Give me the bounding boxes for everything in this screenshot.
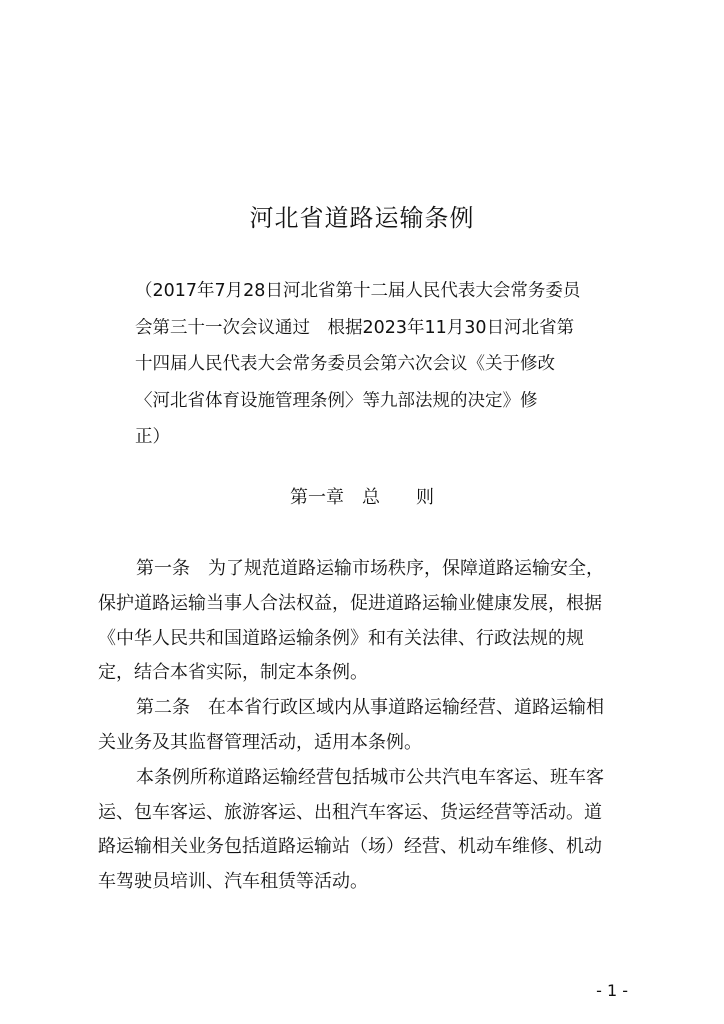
body-line: 第二条 在本省行政区域内从事道路运输经营、道路运输相	[136, 697, 604, 719]
body-line: 路运输相关业务包括道路运输站（场）经营、机动车维修、机动	[98, 836, 602, 858]
body-text	[98, 552, 646, 900]
body-line: 运、包车客运、旅游客运、出租汽车客运、货运经营等活动。道	[98, 801, 602, 823]
body-line: 本条例所称道路运输经营包括城市公共汽电车客运、班车客	[136, 766, 604, 788]
adoption-note	[135, 273, 615, 456]
page-number: - 1 -	[596, 981, 628, 1000]
document-title: 河北省道路运输条例	[249, 204, 475, 232]
chapter-heading: 第一章 总 则	[290, 487, 434, 508]
body-line: 第一条 为了规范道路运输市场秩序，保障道路运输安全，	[136, 558, 604, 579]
note-line: （2017年7月28日河北省第十二届人民代表大会常务委员	[135, 281, 581, 301]
body-line: 《中华人民共和国道路运输条例》和有关法律、行政法规的规	[98, 627, 584, 649]
body-line: 关业务及其监督管理活动，适用本条例。	[98, 731, 422, 753]
body-line: 定，结合本省实际，制定本条例。	[98, 662, 368, 684]
note-line: 会第三十一次会议通过 根据2023年11月30日河北省第	[135, 317, 575, 338]
note-line: 〈河北省体育设施管理条例〉等九部法规的决定》修	[135, 390, 538, 411]
note-line: 正）	[135, 427, 170, 447]
note-line: 十四届人民代表大会常务委员会第六次会议《关于修改	[135, 354, 555, 374]
body-line: 保护道路运输当事人合法权益，促进道路运输业健康发展，根据	[98, 592, 602, 614]
body-line: 车驾驶员培训、汽车租赁等活动。	[98, 871, 368, 893]
